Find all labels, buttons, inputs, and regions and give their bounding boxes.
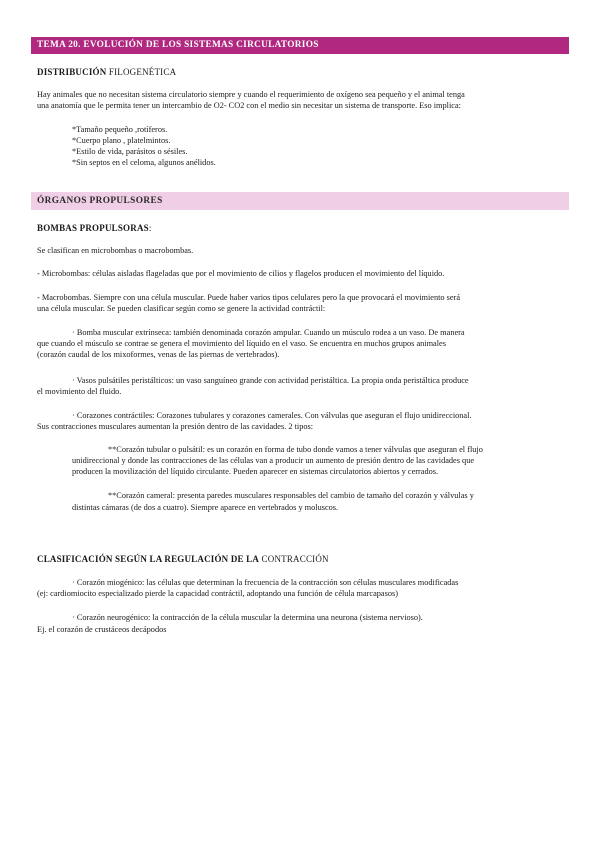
cameral-line-1: **Corazón cameral: presenta paredes musculares responsables del cambio de tamaño del corazón y válvulas y	[108, 491, 474, 500]
list-item: *Sin septos en el celoma, algunos anélidos.	[72, 158, 216, 167]
heading-bold-part: DISTRIBUCIÓN	[37, 67, 107, 77]
vasos-line-2: el movimiento del fluido.	[37, 387, 122, 396]
tubular-line-2: unidireccional y donde las contracciones de las células van a producir un aumento de presión dentro de las cavidades que	[72, 456, 475, 465]
section-title: ÓRGANOS PROPULSORES	[37, 196, 163, 206]
list-item: *Tamaño pequeño ,rotíferos.	[72, 125, 168, 134]
macro-line-2: una célula muscular. Se pueden clasificar según como se genere la actividad contráctil:	[37, 304, 326, 313]
heading-normal-part: CONTRACCIÓN	[259, 554, 329, 564]
vasos-line-1: · Vasos pulsátiles peristálticos: un vaso sanguíneo grande con actividad peristáltica. La propia onda peristáltica produce	[72, 376, 469, 385]
bomba-line-3: (corazón caudal de los mixoformes, venas de las piernas de vertebrados).	[37, 350, 280, 359]
cameral-line-2: distintas cámaras (de dos a cuatro). Siempre aparece en vertebrados y moluscos.	[72, 503, 339, 512]
chapter-title-bar	[31, 37, 569, 54]
list-item: *Cuerpo plano , platelmintos.	[72, 136, 171, 145]
list-item: *Estilo de vida, parásitos o sésiles.	[72, 147, 188, 156]
corazones-line-1: · Corazones contráctiles: Corazones tubulares y corazones camerales. Con válvulas que aseguran el flujo unidireccional.	[72, 411, 472, 420]
miogenico-line-1: · Corazón miogénico: las células que determinan la frecuencia de la contracción son células musculares modificadas	[72, 578, 459, 587]
tubular-line-1: **Corazón tubular o pulsátil: es un corazón en forma de tubo donde vamos a tener válvulas que aseguran el flujo	[108, 445, 483, 454]
neurogenico-line-1: · Corazón neurogénico: la contracción de la célula muscular la determina una neurona (sistema nervioso).	[72, 613, 423, 622]
subheading-bombas	[37, 223, 152, 233]
intro-line-1: Hay animales que no necesitan sistema circulatorio siempre y cuando el requerimiento de oxígeno sea pequeño y el animal tenga	[37, 90, 465, 99]
chapter-title: TEMA 20. EVOLUCIÓN DE LOS SISTEMAS CIRCULATORIOS	[37, 40, 319, 50]
macro-line-1: - Macrobombas. Siempre con una célula muscular. Puede haber varios tipos celulares pero la que provocará el movimiento será	[37, 293, 460, 302]
clasif-line: Se clasifican en microbombas o macrobombas.	[37, 246, 194, 255]
bomba-line-2: que cuando el músculo se contrae se genera el movimiento del líquido en el vaso. Se encuentra en muchos grupos animales	[37, 339, 446, 348]
neurogenico-line-2: Ej. el corazón de crustáceos decápodos	[37, 625, 167, 634]
section-title-bar	[31, 192, 569, 210]
heading-normal-part: FILOGENÉTICA	[106, 67, 177, 77]
micro-line: - Microbombas: células aisladas flageladas que por el movimiento de cilios y flagelos producen el movimiento del líquido.	[37, 269, 445, 278]
intro-line-2: una anatomía que le permita tener un intercambio de O2- CO2 con el medio sin necesitar un sistema de transporte. Eso implica:	[37, 101, 461, 110]
subheading-colon: :	[148, 223, 152, 233]
subheading-text: BOMBAS PROPULSORAS	[37, 223, 149, 233]
heading-bold-part: CLASIFICACIÓN SEGÚN LA REGULACIÓN DE LA	[37, 554, 260, 564]
corazones-line-2: Sus contracciones musculares aumentan la presión dentro de las cavidades. 2 tipos:	[37, 422, 314, 431]
section-heading-clasificacion	[37, 554, 329, 564]
miogenico-line-2: (ej: cardiomiocito especializado pierde la capacidad contráctil, adoptando una función de célula marcapasos)	[37, 589, 398, 598]
section-heading-distribucion	[37, 67, 176, 77]
tubular-line-3: producen la movilización del líquido circulante. Pueden aparecer en sistemas circulatorios abiertos y cerrados.	[72, 467, 439, 476]
bomba-line-1: · Bomba muscular extrínseca: también denominada corazón ampular. Cuando un músculo rodea a un vaso. De manera	[72, 328, 465, 337]
